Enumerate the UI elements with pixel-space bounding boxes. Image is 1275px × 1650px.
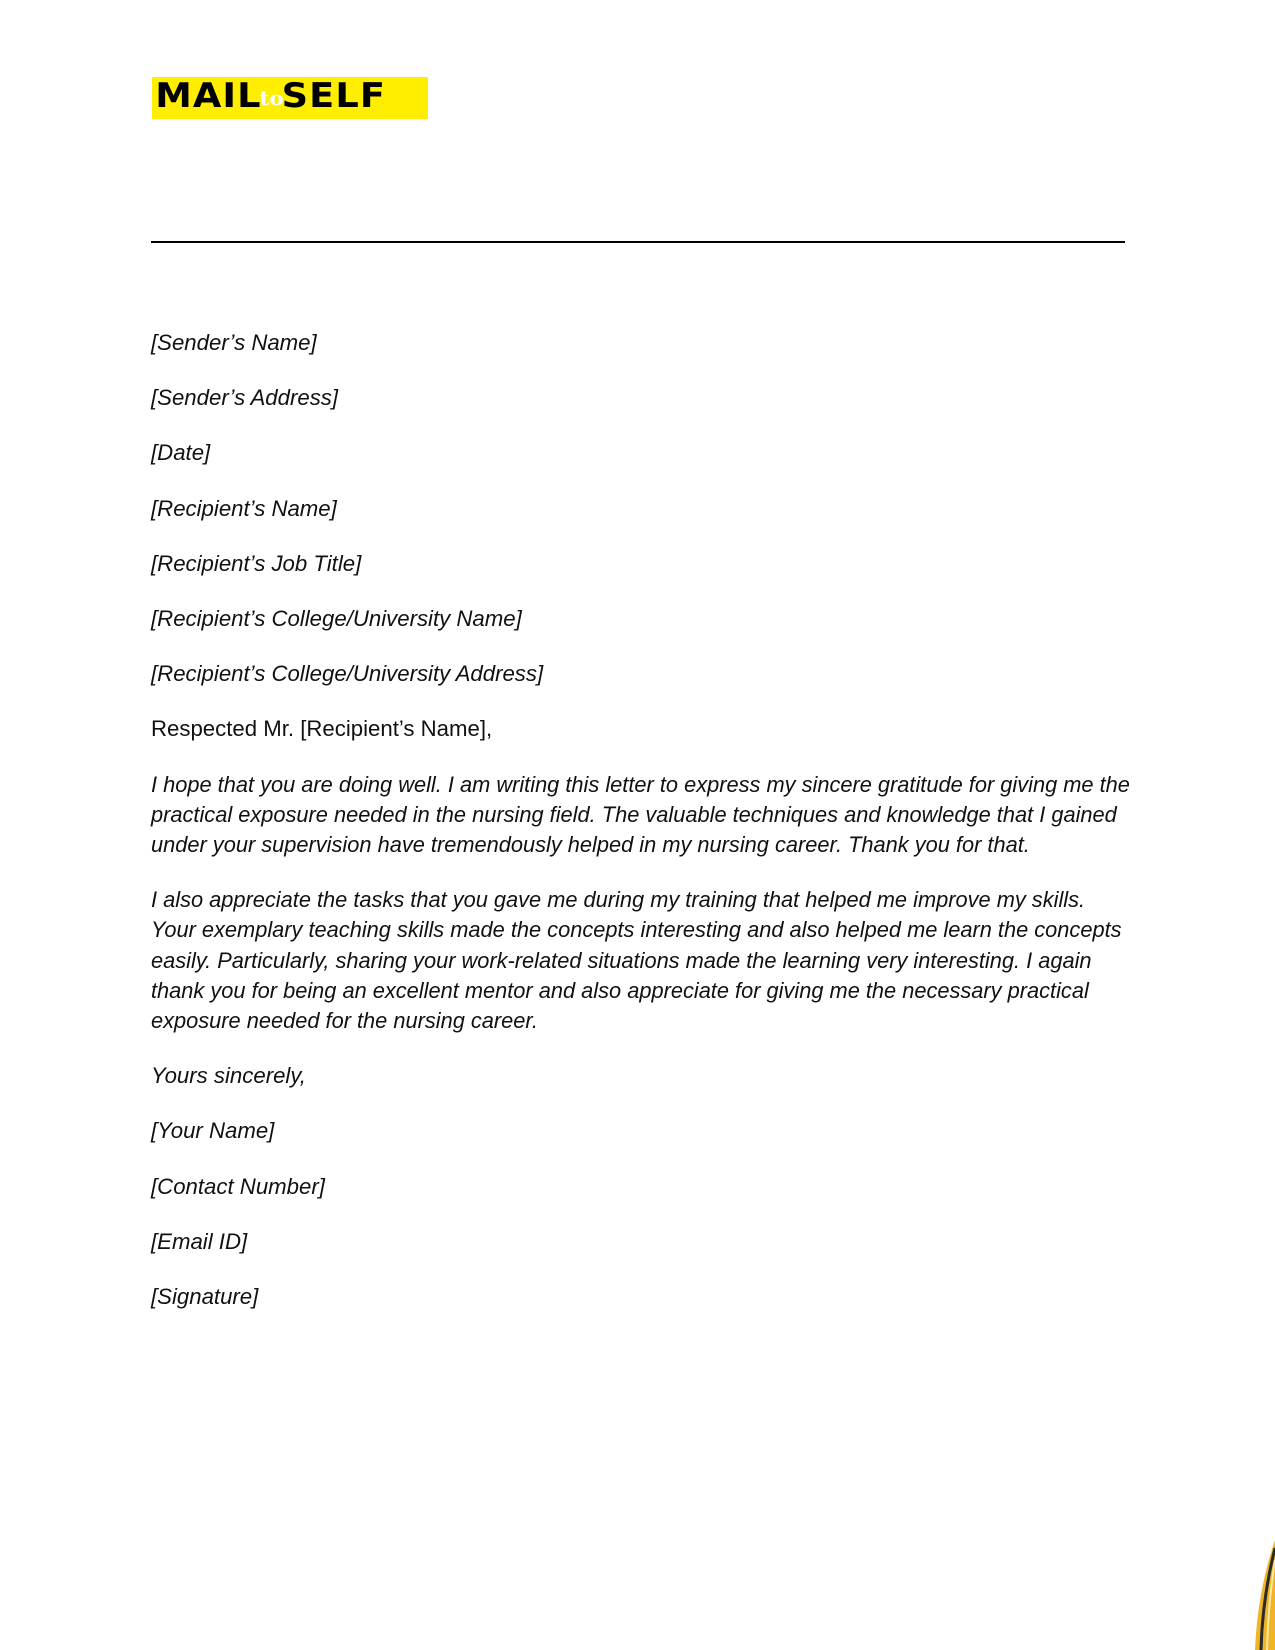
logo-text-mail: MAIL (155, 77, 262, 116)
logo-wordmark (152, 77, 386, 119)
sender-name: [Sender’s Name] (151, 330, 317, 355)
recipient-job-title: [Recipient’s Job Title] (151, 550, 362, 576)
salutation: Respected Mr. [Recipient’s Name], (151, 716, 493, 742)
your-name: [Your Name] (151, 1118, 275, 1144)
header-divider (151, 241, 1125, 243)
mail-to-self-logo (152, 77, 428, 119)
signature: [Signature] (151, 1284, 259, 1310)
logo-text-to: to (259, 86, 284, 110)
email-id: [Email ID] (151, 1228, 248, 1254)
body-paragraph-1: I hope that you are doing well. I am writing this letter to express my sincere gratitude for giving me the practical exposure needed in the nursing field. The valuable techniques and knowledge that I gained under your supervision have tremendously helped in my nursing career. Thank you for that. (151, 771, 1130, 858)
recipient-address: [Recipient’s College/University Address] (151, 661, 544, 687)
body-paragraph-2: I also appreciate the tasks that you gave me during my training that helped me improve my skills. Your exemplary teaching skills made the concepts interesting and also helped me learn the concepts easily. Particularly, sharing your work-related situations made the learning very interesting. I again thank you for being an excellent mentor and also appreciate for giving me the necessary practical exposure needed for the nursing career. (151, 887, 1122, 1034)
recipient-college: [Recipient’s College/University Name] (151, 606, 522, 632)
recipient-name: [Recipient’s Name] (151, 495, 337, 521)
letter-body (151, 328, 1131, 1337)
contact-number: [Contact Number] (151, 1173, 325, 1199)
corner-swoosh-decoration (1235, 1540, 1275, 1650)
sender-address: [Sender’s Address] (151, 385, 339, 411)
logo-text-self: SELF (281, 77, 386, 116)
closing: Yours sincerely, (151, 1063, 306, 1089)
letter-date: [Date] (151, 440, 211, 466)
